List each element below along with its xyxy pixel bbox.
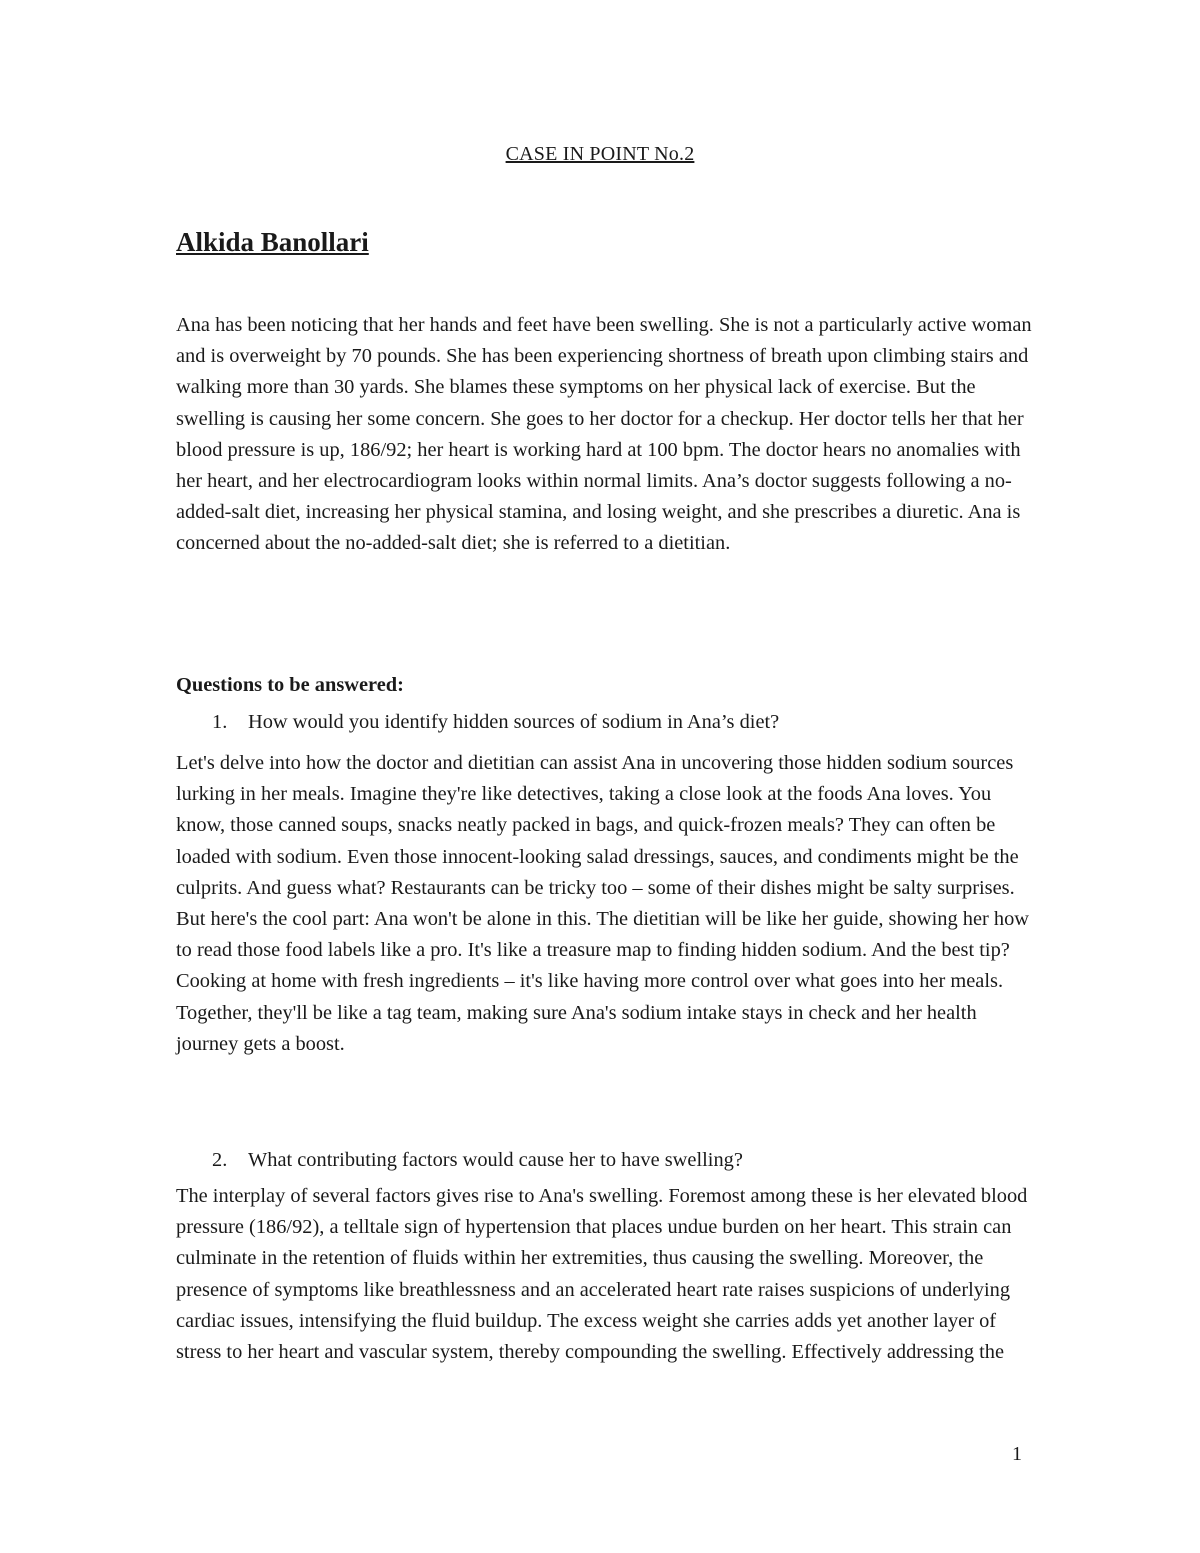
case-description-paragraph: Ana has been noticing that her hands and feet have been swelling. She is not a particularly active woman and is overweight by 70 pounds. She has been experiencing shortness of breath upon climbing stairs and walking more than 30 yards. She blames these symptoms on her physical lack of exercise. But the swelling is causing her some concern. She goes to her doctor for a checkup. Her doctor tells her that her blood pressure is up, 186/92; her heart is working hard at 100 bpm. The doctor hears no anomalies with her heart, and her electrocardiogram looks within normal limits. Ana’s doctor suggests following a no-added-salt diet, increasing her physical stamina, and losing weight, and she prescribes a diuretic. Ana is concerned about the no-added-salt diet; she is referred to a dietitian. [176,314,1032,555]
question-2 [212,1145,743,1176]
answer-2-paragraph: The interplay of several factors gives rise to Ana's swelling. Foremost among these is her elevated blood pressure (186/92), a telltale sign of hypertension that places undue burden on her heart. This strain can culminate in the retention of fluids within her extremities, thus causing the swelling. Moreover, the presence of symptoms like breathlessness and an accelerated heart rate raises suspicions of underlying cardiac issues, intensifying the fluid buildup. The excess weight she carries adds yet another layer of stress to her heart and vascular system, thereby compounding the swelling. Effectively addressing the [176,1185,1028,1364]
question-text: What contributing factors would cause her to have swelling? [248,1149,743,1171]
question-number: 1. [212,711,228,733]
answer-1-paragraph: Let's delve into how the doctor and dietitian can assist Ana in uncovering those hidden sodium sources lurking in her meals. Imagine they're like detectives, taking a close look at the foods Ana loves. You know, those canned soups, snacks neatly packed in bags, and quick-frozen meals? They can often be loaded with sodium. Even those innocent-looking salad dressings, sauces, and condiments might be the culprits. And guess what? Restaurants can be tricky too – some of their dishes might be salty surprises. But here's the cool part: Ana won't be alone in this. The dietitian will be like her guide, showing her how to read those food labels like a pro. It's like a treasure map to finding hidden sodium. And the best tip? Cooking at home with fresh ingredients – it's like having more control over what goes into her meals. Together, they'll be like a tag team, making sure Ana's sodium intake stays in check and her health journey gets a boost. [176,752,1030,1055]
document-title: CASE IN POINT No.2 [505,143,695,165]
question-text: How would you identify hidden sources of sodium in Ana’s diet? [248,711,780,733]
questions-heading: Questions to be answered: [176,674,404,696]
question-1 [212,707,779,738]
author-name: Alkida Banollari [176,227,369,257]
question-number: 2. [212,1149,228,1171]
page-number: 1 [1012,1443,1022,1465]
